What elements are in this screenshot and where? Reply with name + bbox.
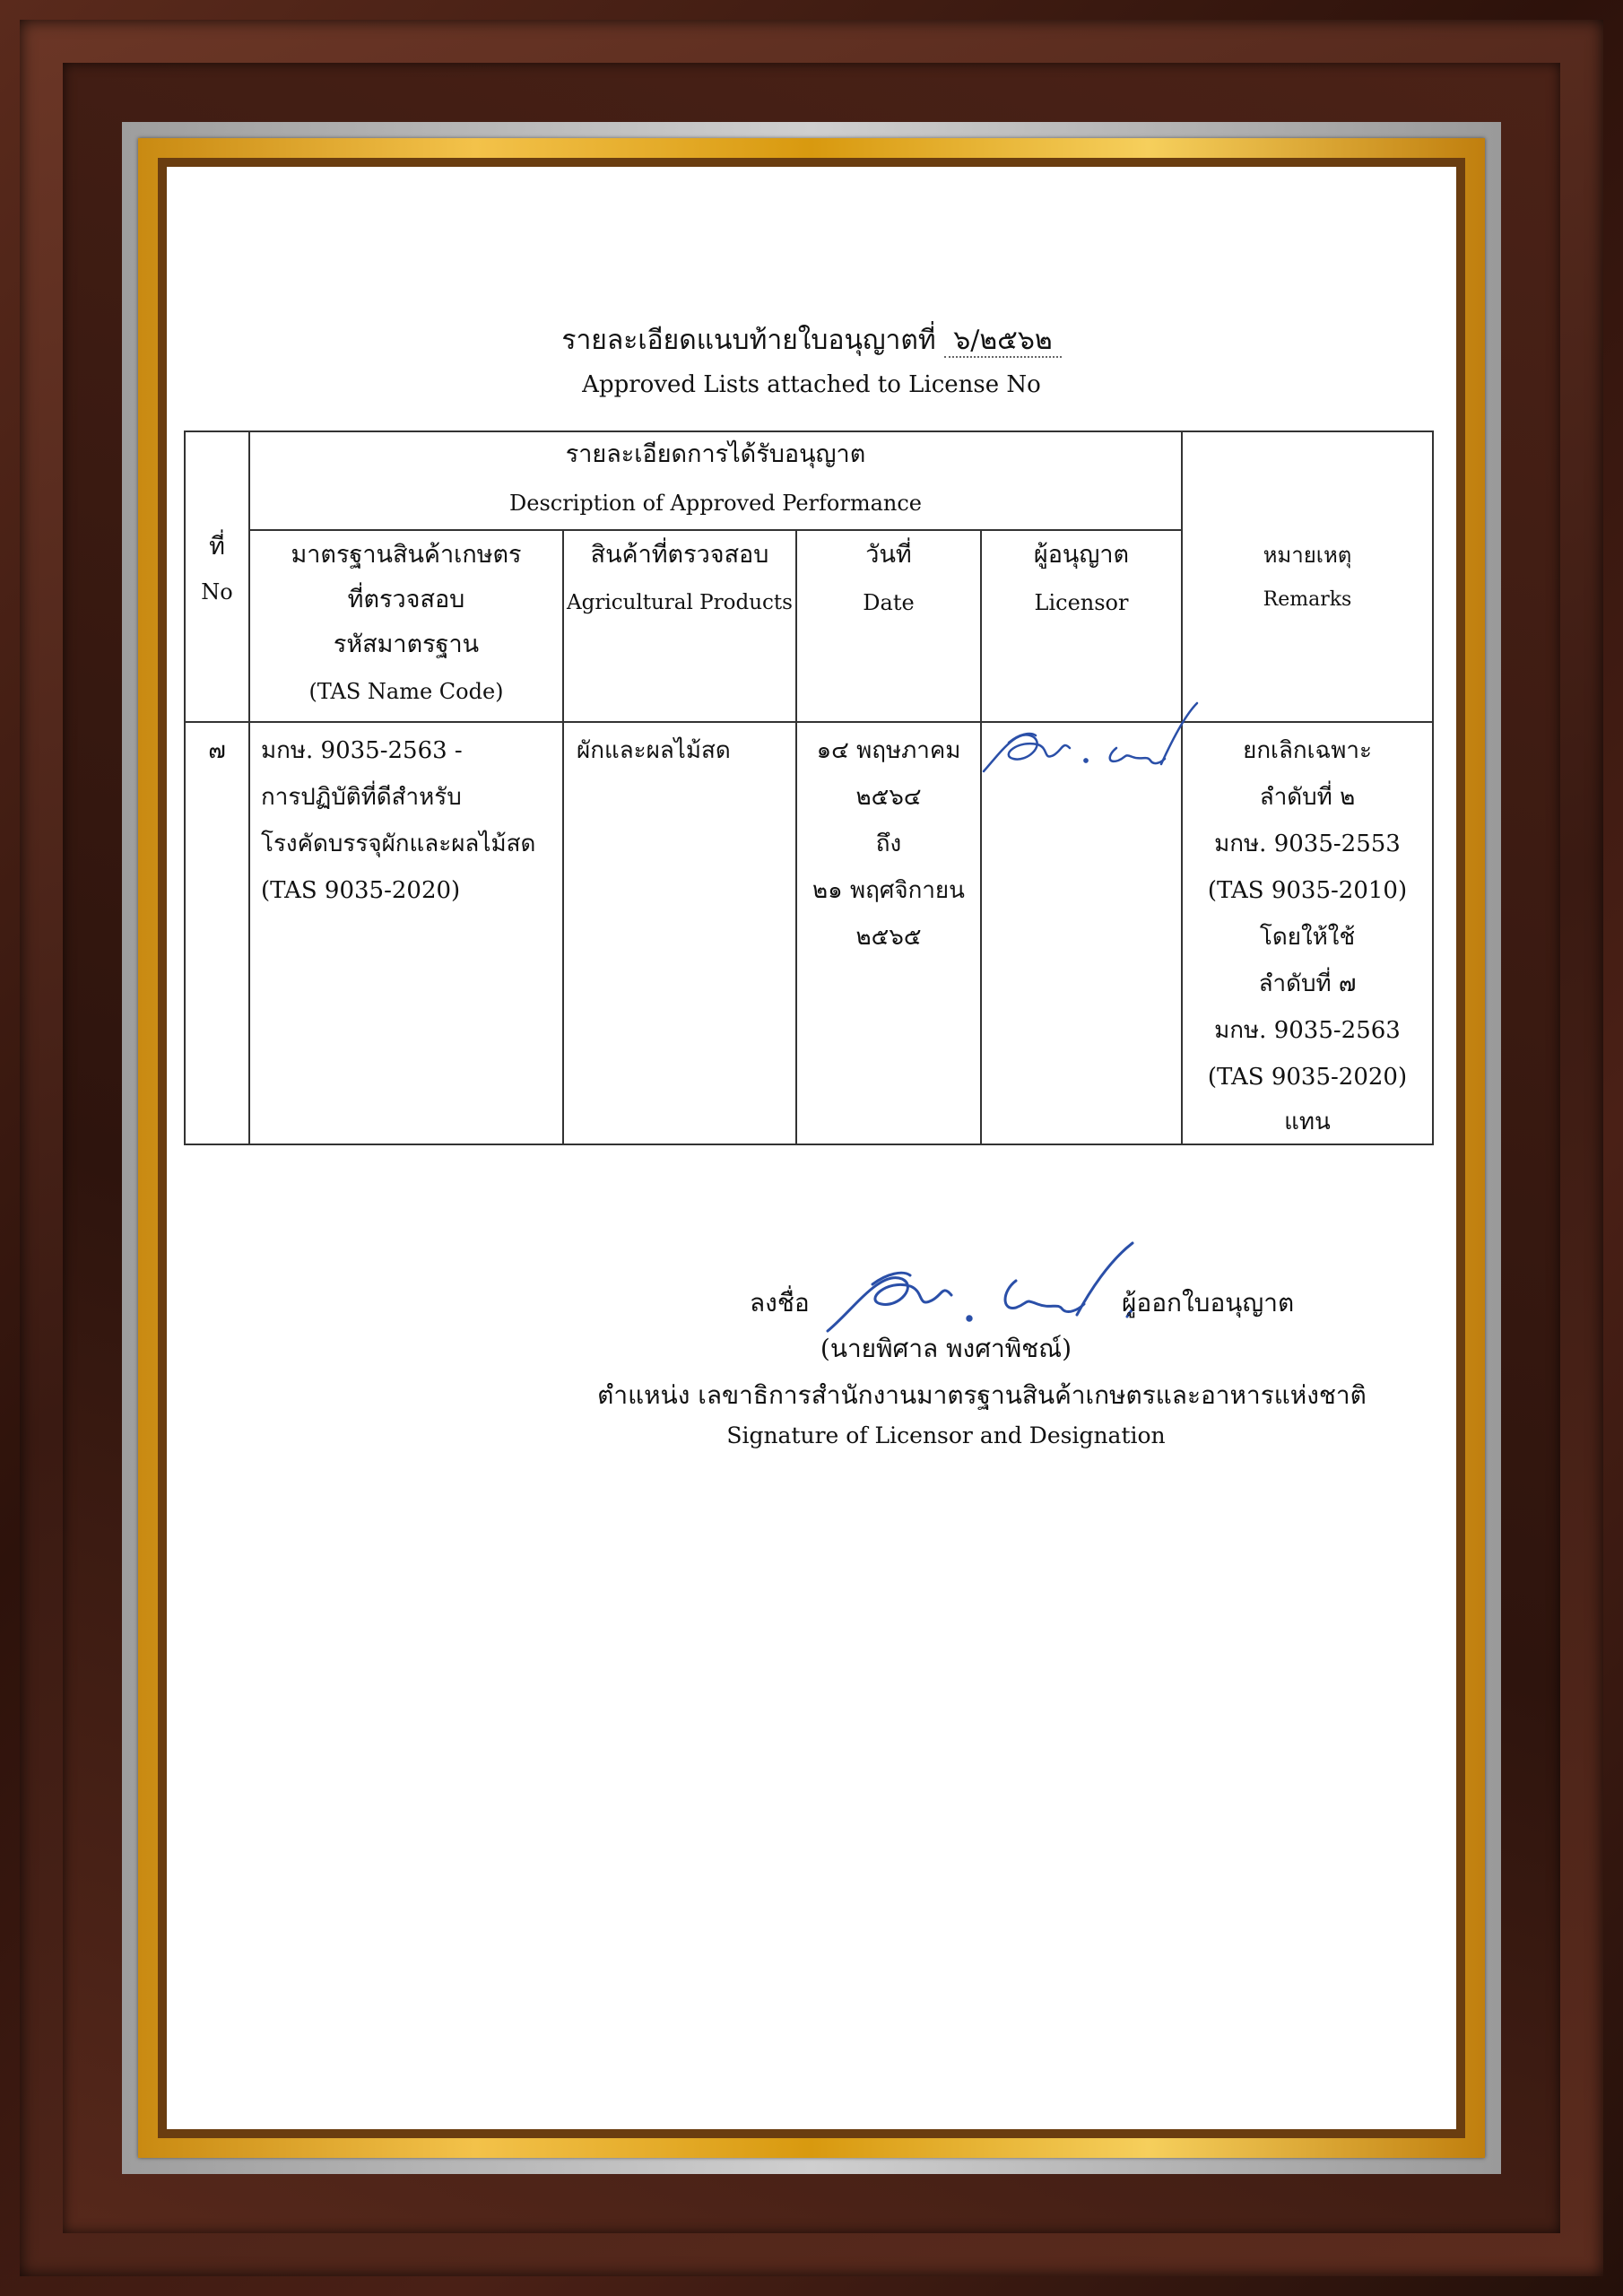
row-remarks-line-1: ยกเลิกเฉพาะ [1243, 737, 1372, 764]
row-remarks-line-6: ลำดับที่ ๗ [1258, 970, 1357, 997]
signatory-name: (นายพิศาล พงศาพิชณ์) [820, 1334, 1072, 1363]
signature-label: ลงชื่อ [750, 1288, 810, 1318]
col-no-header-en: No [201, 579, 233, 604]
row-standard-line-3: โรงคัดบรรจุผักและผลไม้สด [261, 831, 536, 857]
row-date-line-1: ๑๔ พฤษภาคม [816, 737, 961, 764]
row-date-line-3: ถึง [875, 831, 902, 857]
col-date-header-th: วันที่ [865, 541, 912, 569]
row-standard-line-4: (TAS 9035-2020) [261, 877, 461, 904]
col-standard-header-3: รหัสมาตรฐาน [333, 631, 480, 658]
row-standard-line-2: การปฏิบัติที่ดีสำหรับ [261, 784, 462, 811]
col-product-header-th: สินค้าที่ตรวจสอบ [590, 541, 769, 569]
row-standard-line-1: มกษ. 9035-2563 - [261, 737, 463, 764]
col-standard-header-2: ที่ตรวจสอบ [347, 586, 465, 613]
row-date-line-5: ๒๕๖๕ [855, 924, 922, 951]
row-remarks-line-3: มกษ. 9035-2553 [1214, 831, 1401, 857]
row-product: ผักและผลไม้สด [577, 737, 731, 764]
row-remarks-line-5: โดยให้ใช้ [1259, 924, 1356, 951]
group-header-th: รายละเอียดการได้รับอนุญาต [565, 440, 866, 468]
row-no: ๗ [208, 737, 226, 764]
group-header-en: Description of Approved Performance [509, 491, 922, 516]
col-licensor-header-th: ผู้อนุญาต [1033, 541, 1130, 569]
signature-caption-en: Signature of Licensor and Designation [726, 1422, 1166, 1448]
approved-list-table [184, 430, 1434, 1145]
col-no-header-th: ที่ [209, 533, 225, 561]
col-remarks-header-en: Remarks [1263, 588, 1352, 611]
row-remarks-line-7: มกษ. 9035-2563 [1214, 1017, 1401, 1044]
signatory-position: ตำแหน่ง เลขาธิการสำนักงานมาตรฐานสินค้าเกษตรและอาหารแห่งชาติ [597, 1380, 1367, 1410]
col-remarks-header-th: หมายเหตุ [1263, 543, 1352, 568]
col-standard-header-4: (TAS Name Code) [308, 679, 504, 704]
row-date-line-4: ๒๑ พฤศจิกายน [812, 877, 965, 904]
document-page [167, 167, 1456, 2129]
license-number: ๖/๒๕๖๒ [944, 325, 1061, 358]
col-standard-header-1: มาตรฐานสินค้าเกษตร [291, 541, 522, 569]
title-th-prefix: รายละเอียดแนบท้ายใบอนุญาตที่ [561, 325, 936, 356]
document-title-th [167, 319, 1456, 361]
licensor-signature [973, 691, 1206, 780]
row-remarks-line-8: (TAS 9035-2020) [1207, 1064, 1408, 1091]
document-title-en: Approved Lists attached to License No [582, 371, 1041, 398]
row-remarks-line-4: (TAS 9035-2010) [1207, 877, 1408, 904]
col-date-header-en: Date [863, 590, 915, 615]
signature-issuer-label: ผู้ออกใบอนุญาต [1122, 1288, 1295, 1318]
row-remarks-line-2: ลำดับที่ ๒ [1259, 784, 1356, 811]
row-date-line-2: ๒๕๖๔ [855, 784, 922, 811]
col-product-header-en: Agricultural Products [567, 591, 793, 614]
row-remarks-line-9: แทน [1284, 1109, 1331, 1135]
col-licensor-header-en: Licensor [1034, 590, 1129, 615]
issuer-signature [817, 1225, 1158, 1342]
